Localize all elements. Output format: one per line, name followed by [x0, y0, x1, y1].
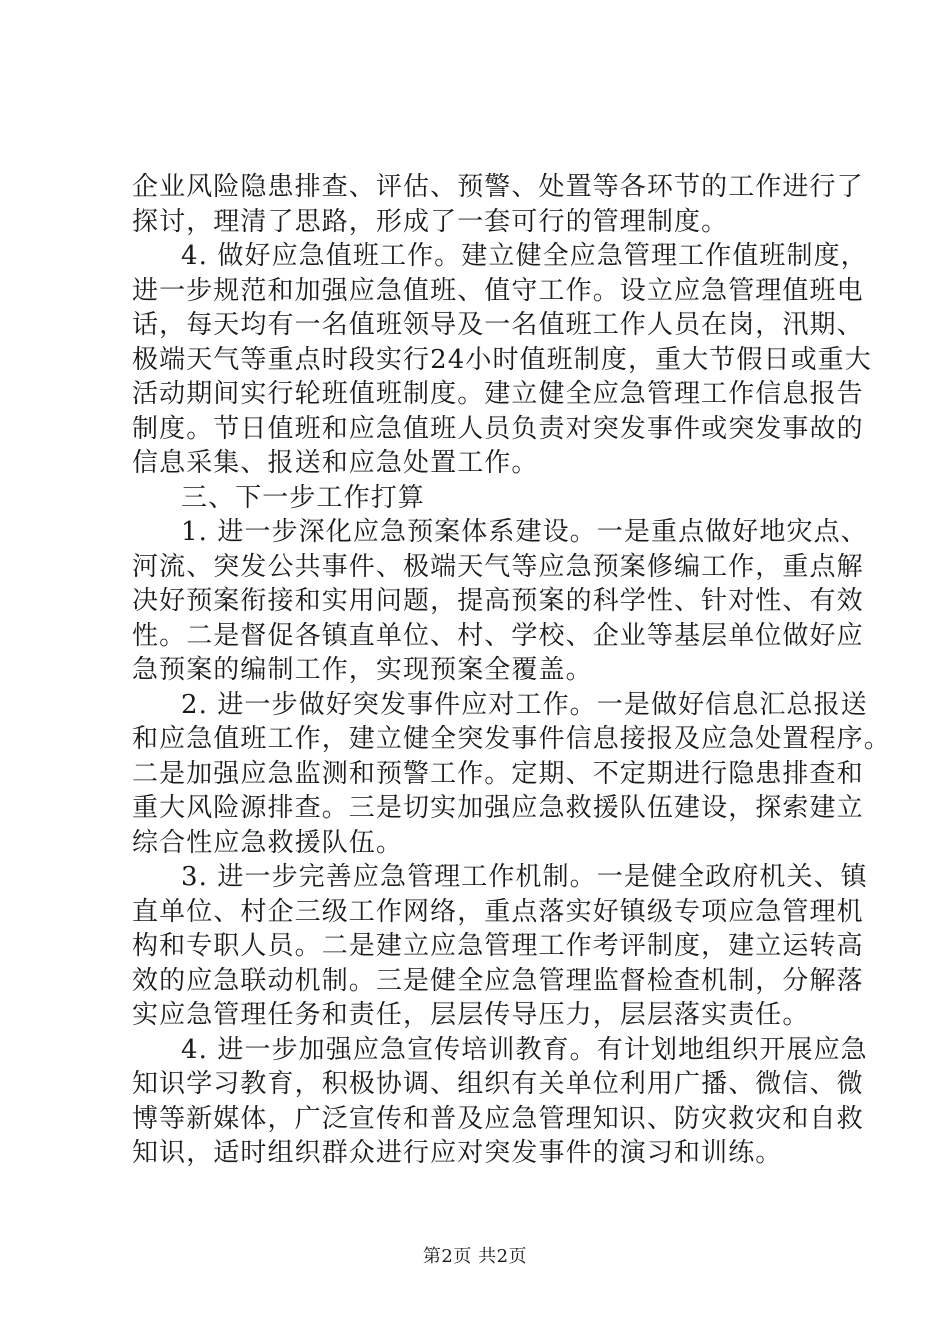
section-heading: 三、下一步工作打算	[181, 482, 425, 513]
body-line: 急预案的编制工作，实现预案全覆盖。	[132, 655, 593, 685]
body-line: 直单位、村企三级工作网络，重点落实好镇级专项应急管理机	[132, 896, 864, 927]
body-line: 决好预案衔接和实用问题，提高预案的科学性、针对性、有效	[132, 586, 864, 616]
paragraph-start: 4. 进一步加强应急宣传培训教育。有计划地组织开展应急	[181, 1034, 868, 1065]
body-line: 重大风险源排查。三是切实加强应急救援队伍建设，探索建立	[132, 793, 864, 823]
document-body	[132, 170, 891, 1171]
body-line: 话，每天均有一名值班领导及一名值班工作人员在岗，汛期、	[132, 310, 864, 340]
body-line: 进一步规范和加强应急值班、值守工作。设立应急管理值班电	[132, 275, 864, 306]
body-line: 探讨，理清了思路，形成了一套可行的管理制度。	[132, 206, 729, 237]
body-line: 河流、突发公共事件、极端天气等应急预案修编工作，重点解	[132, 551, 864, 582]
body-line: 构和专职人员。二是建立应急管理工作考评制度，建立运转高	[132, 931, 864, 961]
body-line: 性。二是督促各镇直单位、村、学校、企业等基层单位做好应	[132, 620, 864, 651]
body-line: 知识学习教育，积极协调、组织有关单位利用广播、微信、微	[132, 1069, 864, 1099]
body-line: 综合性应急救援队伍。	[132, 827, 404, 858]
body-line: 效的应急联动机制。三是健全应急管理监督检查机制，分解落	[132, 965, 864, 996]
body-line: 博等新媒体，广泛宣传和普及应急管理知识、防灾救灾和自救	[132, 1103, 864, 1134]
body-line: 知识，适时组织群众进行应对突发事件的演习和训练。	[132, 1138, 783, 1168]
body-line: 企业风险隐患排查、评估、预警、处置等各环节的工作进行了	[132, 172, 864, 202]
paragraph-start: 4. 做好应急值班工作。建立健全应急管理工作值班制度，	[181, 241, 868, 271]
paragraph-start: 1. 进一步深化应急预案体系建设。一是重点做好地灾点、	[181, 517, 868, 547]
paragraph-start: 3. 进一步完善应急管理工作机制。一是健全政府机关、镇	[181, 862, 868, 892]
body-line: 制度。节日值班和应急值班人员负责对突发事件或突发事故的	[132, 413, 864, 444]
body-line: 和应急值班工作，建立健全突发事件信息接报及应急处置程序。	[132, 724, 891, 754]
page-number-footer: 第2页 共2页	[422, 1246, 528, 1267]
paragraph-start: 2. 进一步做好突发事件应对工作。一是做好信息汇总报送	[181, 689, 868, 720]
body-line: 实应急管理任务和责任，层层传导压力，层层落实责任。	[132, 1000, 810, 1030]
body-line: 活动期间实行轮班值班制度。建立健全应急管理工作信息报告	[132, 379, 864, 409]
body-line: 二是加强应急监测和预警工作。定期、不定期进行隐患排查和	[132, 758, 864, 789]
body-line: 极端天气等重点时段实行24小时值班制度，重大节假日或重大	[132, 344, 872, 375]
body-line: 信息采集、报送和应急处置工作。	[132, 448, 539, 478]
